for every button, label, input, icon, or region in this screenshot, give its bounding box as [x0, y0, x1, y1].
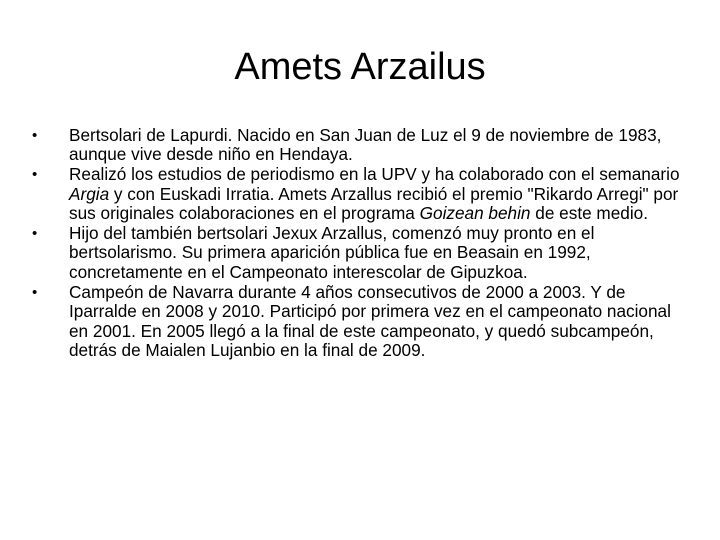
bullet-text-segment: Hijo del también bertsolari Jexux Arzallus, comenzó muy pronto en el bertsolarismo. Su primera aparición pública fue en Beasain en 1992, concretamente en el Campeonato interescolar de Gipuzkoa. [69, 223, 595, 282]
bullet-item-birth [30, 126, 685, 165]
bullet-icon: • [32, 283, 38, 301]
bullet-text-segment: Realizó los estudios de periodismo en la UPV y ha colaborado con el semanario [69, 164, 680, 185]
bullet-text-segment: de este medio. [530, 203, 649, 224]
slide-title: Amets Arzailus [234, 46, 486, 88]
bullet-list [30, 126, 685, 361]
bullet-text [69, 164, 680, 223]
italic-text-goizean-behin: Goizean behin [419, 203, 531, 224]
bullet-icon: • [32, 166, 38, 184]
bullet-text [69, 223, 594, 282]
bullet-text-segment: Campeón de Navarra durante 4 años consecutivos de 2000 a 2003. Y de Iparralde en 2008 y 2010. Participó por primera vez en el campeonato nacional en 2001. En 2005 llegó a la final de este campeonato, y quedó subcampeón, detrás de Maialen Lujanbio en la final de 2009. [69, 281, 671, 360]
bullet-text [69, 282, 671, 360]
bullet-item-championships [30, 283, 685, 361]
italic-text-argia: Argia [69, 183, 110, 204]
bullet-icon: • [32, 225, 38, 243]
bullet-text-segment: y con Euskadi Irratia. Amets Arzallus recibió el premio "Rikardo Arregi" por sus originales colaboraciones en el programa [69, 183, 679, 224]
bullet-item-studies [30, 165, 685, 223]
bullet-text [69, 125, 661, 164]
bullet-icon: • [32, 127, 38, 144]
bullet-text-segment: Bertsolari de Lapurdi. Nacido en San Juan de Luz el 9 de noviembre de 1983, aunque vive desde niño en Hendaya. [69, 125, 662, 165]
bullet-item-family [30, 224, 685, 282]
